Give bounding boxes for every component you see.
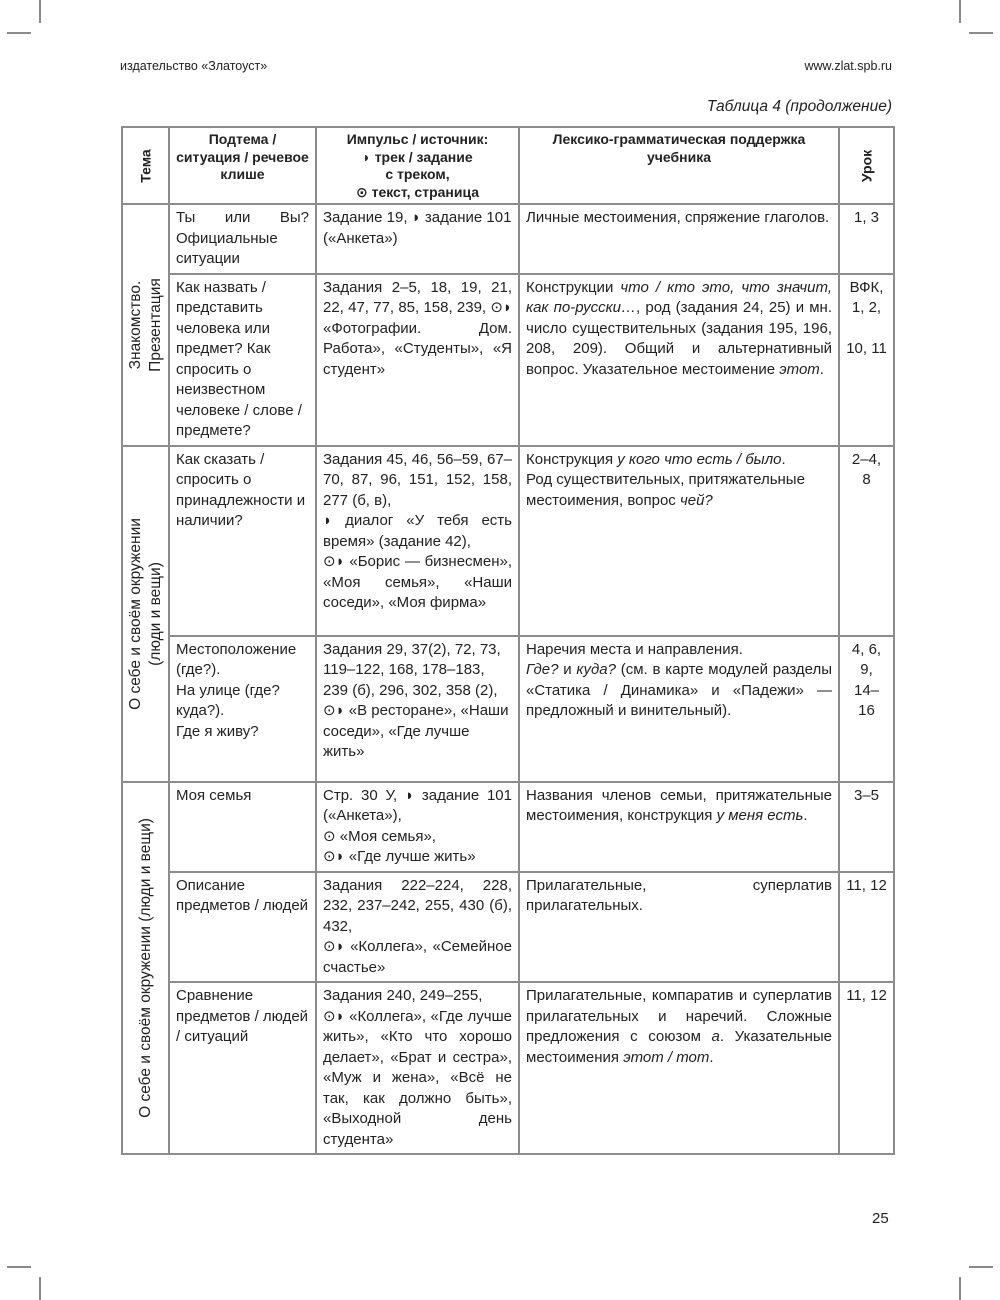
table-row	[122, 782, 894, 872]
grammar-cell: Наречия места и направления. Где? и куда? (см. в карте модулей разделы «Статика / Динамика» и «Падежи» — предложный и винительный).	[519, 636, 839, 782]
table-row	[122, 636, 894, 782]
source-cell: Задания 240, 249–255, ⊙◗ «Коллега», «Где лучше жить», «Кто что хорошо делает», «Брат и сестра», «Муж и жена», «Всё не так, как должно быть», «Выходной день студента»	[316, 982, 519, 1154]
lesson-cell: 1, 3	[839, 204, 894, 274]
grammar-cell: Конструкции что / кто это, что значит, как по-русски…, род (задания 24, 25) и мн. число существительных (задания 195, 196, 208, 209). Общий и альтернативный вопрос. Указательное местоимение этот.	[519, 274, 839, 446]
header-source: Импульс / источник: ◗ трек / задание с треком, ⊙ текст, страница	[316, 127, 519, 204]
crop-mark	[7, 32, 31, 34]
source-cell: Задание 19, ◗ задание 101 («Анкета»)	[316, 204, 519, 274]
crop-mark	[969, 1266, 993, 1268]
theme-cell: О себе и своём окружении (люди и вещи)	[122, 782, 169, 1155]
crop-mark	[959, 0, 961, 23]
crop-mark	[969, 32, 993, 34]
subtopic-cell: Местоположение (где?). На улице (где? куда?). Где я живу?	[169, 636, 316, 782]
subtopic-cell: Описание предметов / людей	[169, 872, 316, 983]
lesson-cell: 11, 12	[839, 982, 894, 1154]
table-row	[122, 982, 894, 1154]
subtopic-cell: Как назвать / представить человека или предмет? Как спросить о неизвестном человеке / слове / предмете?	[169, 274, 316, 446]
table-row	[122, 274, 894, 446]
header-lesson: Урок	[839, 127, 894, 204]
lesson-cell: 11, 12	[839, 872, 894, 983]
header-theme: Тема	[122, 127, 169, 204]
grammar-cell: Прилагательные, суперлатив прилагательных.	[519, 872, 839, 983]
source-cell: Задания 222–224, 228, 232, 237–242, 255, 430 (б), 432, ⊙◗ «Коллега», «Семейное счастье»	[316, 872, 519, 983]
crop-mark	[7, 1266, 31, 1268]
page-number: 25	[872, 1210, 889, 1227]
website-header[interactable]: www.zlat.spb.ru	[804, 59, 892, 73]
grammar-cell: Конструкция у кого что есть / было. Род существительных, притяжательные местоимения, вопрос чей?	[519, 446, 839, 636]
grammar-cell: Личные местоимения, спряжение глаголов.	[519, 204, 839, 274]
subtopic-cell: Моя семья	[169, 782, 316, 872]
lesson-cell: 3–5	[839, 782, 894, 872]
table-row	[122, 446, 894, 636]
lesson-cell: ВФК, 1, 2, 10, 11	[839, 274, 894, 446]
subtopic-cell: Ты или Вы? Официальные ситуации	[169, 204, 316, 274]
theme-cell: Знакомство. Презентация	[122, 204, 169, 446]
crop-mark	[39, 1277, 41, 1300]
table-row	[122, 204, 894, 274]
grammar-cell: Прилагательные, компаратив и суперлатив прилагательных и наречий. Сложные предложения с союзом а. Указательные местоимения этот / тот.	[519, 982, 839, 1154]
header-grammar: Лексико-грамматическая поддержка учебника	[519, 127, 839, 204]
table-row	[122, 872, 894, 983]
crop-mark	[959, 1277, 961, 1300]
grammar-cell: Названия членов семьи, притяжательные местоимения, конструкция у меня есть.	[519, 782, 839, 872]
subtopic-cell: Как сказать / спросить о принадлежности и наличии?	[169, 446, 316, 636]
source-cell: Стр. 30 У, ◗ задание 101 («Анкета»), ⊙ «Моя семья», ⊙◗ «Где лучше жить»	[316, 782, 519, 872]
source-cell: Задания 29, 37(2), 72, 73, 119–122, 168, 178–183, 239 (б), 296, 302, 358 (2), ⊙◗ «В ресторане», «Наши соседи», «Где лучше жить»	[316, 636, 519, 782]
lesson-cell: 2–4, 8	[839, 446, 894, 636]
table-caption: Таблица 4 (продолжение)	[706, 98, 892, 115]
source-cell: Задания 45, 46, 56–59, 67–70, 87, 96, 151, 152, 158, 277 (б, в), ◗ диалог «У тебя есть время» (задание 42), ⊙◗ «Борис — бизнесмен», «Моя семья», «Наши соседи», «Моя фирма»	[316, 446, 519, 636]
lesson-cell: 4, 6, 9, 14–16	[839, 636, 894, 782]
header-subtopic: Подтема / ситуация / речевое клише	[169, 127, 316, 204]
subtopic-cell: Сравнение предметов / людей / ситуаций	[169, 982, 316, 1154]
crop-mark	[39, 0, 41, 23]
source-cell: Задания 2–5, 18, 19, 21, 22, 47, 77, 85, 158, 239, ⊙◗ «Фотографии. Дом. Работа», «Студенты», «Я студент»	[316, 274, 519, 446]
curriculum-table	[121, 126, 895, 1155]
publisher-header: издательство «Златоуст»	[120, 59, 268, 73]
table-header-row	[122, 127, 894, 204]
theme-cell: О себе и своём окружении (люди и вещи)	[122, 446, 169, 782]
